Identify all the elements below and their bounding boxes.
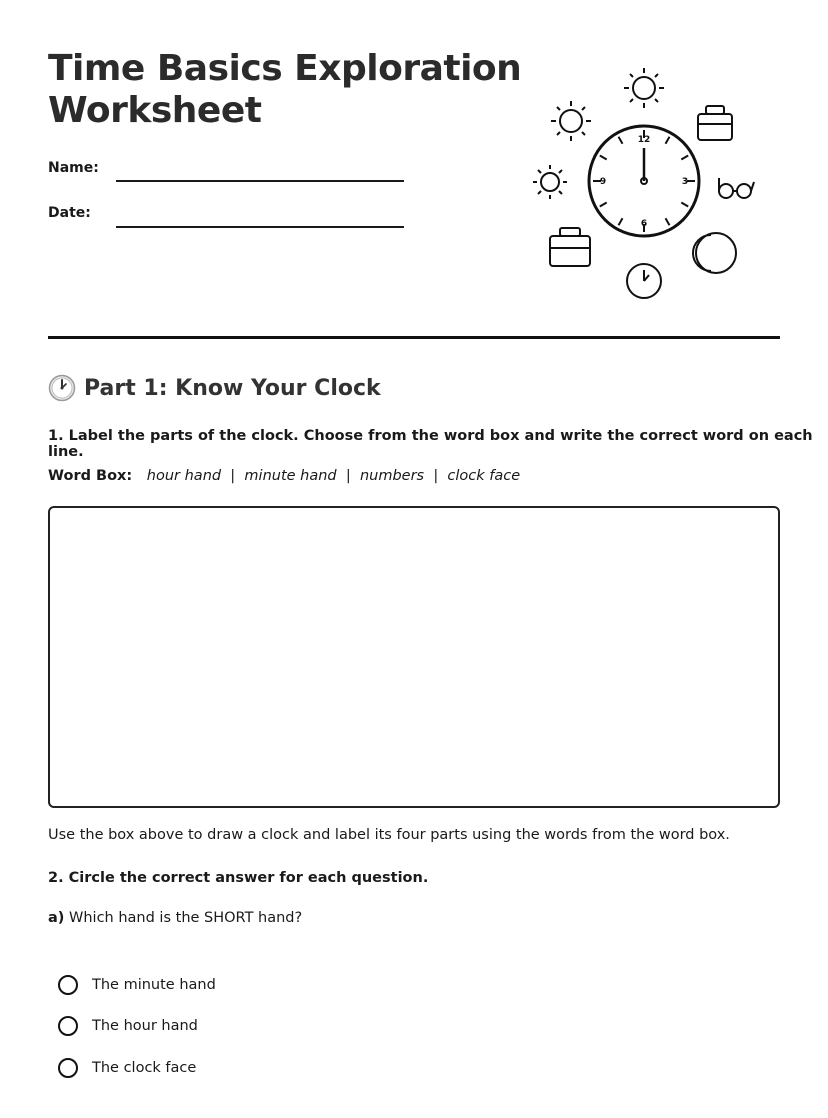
- clock-number-9: 9: [599, 177, 607, 187]
- option-label: The hour hand: [92, 1018, 198, 1034]
- option-minute-hand[interactable]: [58, 975, 216, 995]
- moon-icon: [693, 233, 736, 273]
- clock-number-6: 6: [640, 219, 648, 229]
- sun-icon: [624, 68, 664, 108]
- question-2a: [48, 910, 302, 926]
- option-label: The clock face: [92, 1060, 197, 1076]
- title-line-2: Worksheet: [48, 90, 262, 131]
- clock-number-12: 12: [637, 135, 651, 145]
- briefcase-icon: [550, 228, 590, 266]
- radio-circle[interactable]: [58, 1058, 78, 1078]
- clock-number-3: 3: [681, 177, 689, 187]
- small-clock-icon: [627, 264, 661, 298]
- word-box: [48, 468, 520, 484]
- name-label: Name:: [48, 160, 99, 176]
- question-1: 1. Label the parts of the clock. Choose from the word box and write the correct word on each line.: [48, 428, 813, 460]
- briefcase-icon: [698, 106, 732, 140]
- question-2a-label: a): [48, 910, 65, 926]
- name-line[interactable]: [116, 180, 404, 182]
- part1-heading: [48, 374, 381, 402]
- option-clock-face[interactable]: [58, 1058, 196, 1078]
- clock-illustration: [528, 56, 768, 306]
- date-line[interactable]: [116, 226, 404, 228]
- option-hour-hand[interactable]: [58, 1016, 198, 1036]
- radio-circle[interactable]: [58, 1016, 78, 1036]
- sun-icon: [533, 165, 567, 199]
- option-label: The minute hand: [92, 977, 216, 993]
- word-box-label: Word Box:: [48, 468, 133, 484]
- glasses-icon: [719, 178, 754, 198]
- part1-heading-text: Part 1: Know Your Clock: [84, 375, 381, 401]
- question-2a-text: Which hand is the SHORT hand?: [69, 910, 303, 926]
- title-line-1: Time Basics Exploration: [48, 48, 522, 89]
- question-2: 2. Circle the correct answer for each question.: [48, 870, 429, 886]
- word-box-words: hour hand | minute hand | numbers | clock face: [146, 468, 521, 484]
- clock-icon: [48, 374, 76, 402]
- sun-icon: [551, 101, 591, 141]
- drawing-instruction: Use the box above to draw a clock and label its four parts using the words from the word box.: [48, 827, 730, 843]
- date-label: Date:: [48, 205, 91, 221]
- section-divider: [48, 336, 780, 339]
- drawing-area[interactable]: [48, 506, 780, 808]
- radio-circle[interactable]: [58, 975, 78, 995]
- worksheet-title: [48, 48, 521, 132]
